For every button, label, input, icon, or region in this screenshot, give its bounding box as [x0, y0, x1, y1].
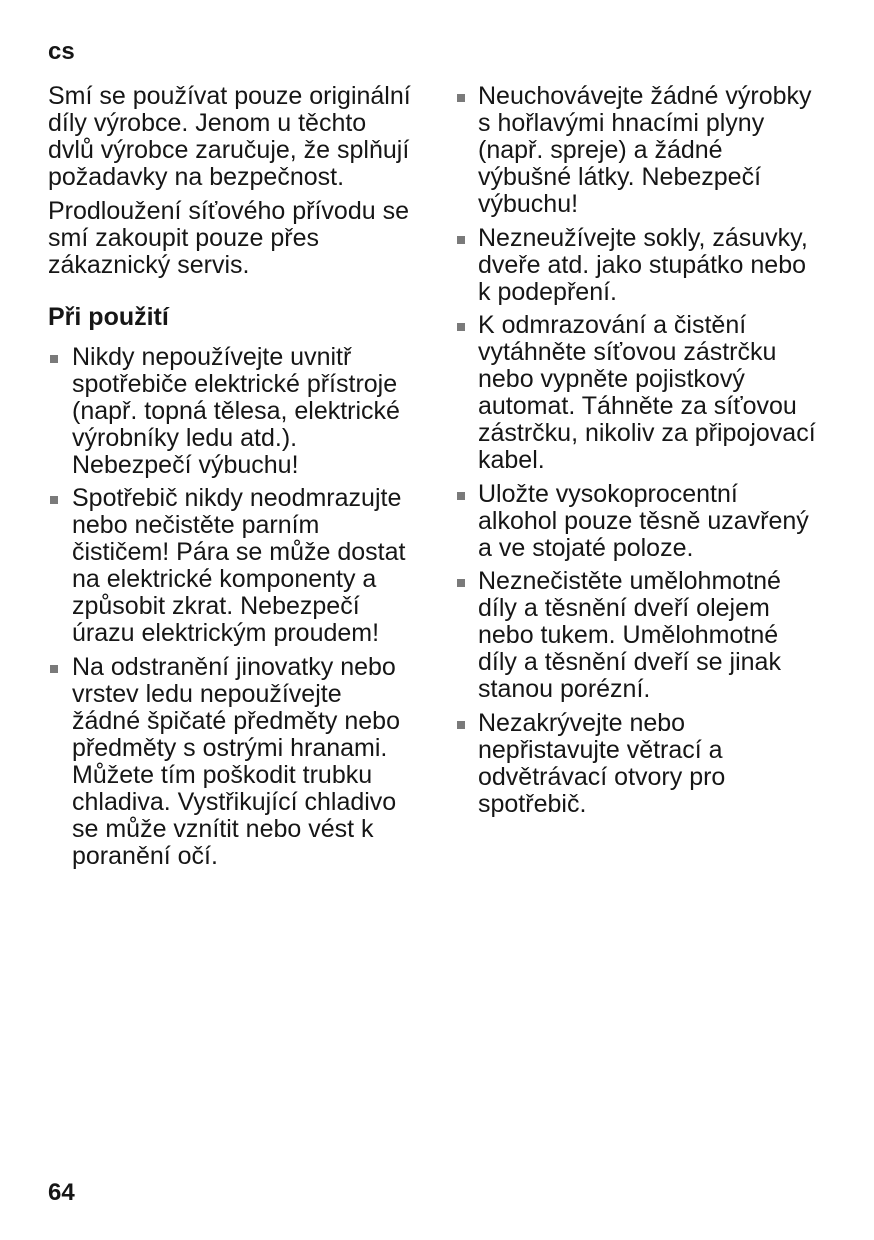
bullet-square-icon [457, 94, 465, 102]
text-line: (např. topná tělesa, elektrické [72, 396, 400, 425]
text-line: Nikdy nepoužívejte uvnitř [72, 342, 352, 371]
text-line: kabel. [478, 446, 545, 474]
text-line: způsobit zkrat. Nebezpečí [72, 592, 360, 620]
text-line: nebo tukem. Umělohmotné [478, 621, 779, 649]
text-line: Nezakrývejte nebo [478, 708, 686, 737]
text-line: chladiva. Vystřikující chladivo [72, 787, 397, 816]
text-line: Smí se používat pouze originální [48, 82, 411, 110]
text-line: a ve stojaté poloze. [478, 533, 694, 562]
bullet-square-icon [50, 355, 58, 363]
text-line: Nezneužívejte sokly, zásuvky, [478, 223, 808, 252]
bullet-square-icon [457, 579, 465, 587]
text-line: se může vznítit nebo vést k [72, 814, 374, 843]
text-line: odvětrávací otvory pro [478, 762, 726, 791]
language-code: cs [48, 38, 75, 65]
list-item [48, 654, 438, 870]
bullet-square-icon [457, 721, 465, 729]
text-line: výrobníky ledu atd.). [72, 423, 298, 452]
page-number: 64 [48, 1179, 75, 1206]
text-line: žádné špičaté předměty nebo [72, 706, 400, 735]
bullet-square-icon [50, 496, 58, 504]
text-line: k podepření. [478, 277, 617, 306]
text-line: Neuchovávejte žádné výrobky [478, 82, 812, 110]
text-line: spotřebiče elektrické přístroje [72, 369, 398, 398]
text-line: výbušné látky. Nebezpečí [478, 163, 762, 191]
text-line: stanou porézní. [478, 675, 651, 703]
text-line: automat. Táhněte za síťovou [478, 392, 797, 420]
list-item [455, 83, 860, 218]
intro-paragraph [48, 198, 438, 279]
text-line: Nebezpečí výbuchu! [72, 450, 299, 479]
text-line: Můžete tím poškodit trubku [72, 760, 373, 789]
text-line: smí zakoupit pouze přes [48, 223, 319, 252]
text-line: Prodloužení síťového přívodu se [48, 196, 409, 225]
text-line: (např. spreje) a žádné [478, 136, 723, 164]
list-item [48, 344, 438, 479]
text-line: dvlů výrobce zaručuje, že splňují [48, 136, 410, 164]
list-item [455, 481, 860, 562]
text-line: díly výrobce. Jenom u těchto [48, 109, 367, 137]
text-line: spotřebič. [478, 789, 587, 818]
left-column [48, 83, 438, 876]
text-line: předměty s ostrými hranami. [72, 733, 388, 762]
bullet-square-icon [457, 492, 465, 500]
text-line: nebo nečistěte parním [72, 511, 320, 539]
text-line: na elektrické komponenty a [72, 565, 377, 593]
text-line: požadavky na bezpečnost. [48, 163, 345, 191]
text-line: vytáhněte síťovou zástrčku [478, 338, 777, 366]
text-line: nebo vypněte pojistkový [478, 365, 745, 393]
bullet-square-icon [50, 665, 58, 673]
bullet-square-icon [457, 236, 465, 244]
text-line: zástrčku, nikoliv za připojovací [478, 419, 816, 447]
text-line: Na odstranění jinovatky nebo [72, 652, 396, 681]
list-item [455, 225, 860, 306]
text-line: Spotřebič nikdy neodmrazujte [72, 484, 402, 512]
section-heading: Při použití [48, 302, 169, 331]
list-item [455, 710, 860, 818]
text-line: alkohol pouze těsně uzavřený [478, 506, 809, 535]
text-line: K odmrazování a čistění [478, 311, 747, 339]
text-line: Neznečistěte umělohmotné [478, 567, 781, 595]
bullet-square-icon [457, 323, 465, 331]
list-item [455, 568, 860, 703]
text-line: zákaznický servis. [48, 250, 250, 279]
text-line: díly a těsnění dveří se jinak [478, 648, 781, 676]
text-line: díly a těsnění dveří olejem [478, 594, 770, 622]
text-line: čističem! Pára se může dostat [72, 538, 406, 566]
text-line: výbuchu! [478, 190, 579, 218]
text-line: Uložte vysokoprocentní [478, 479, 738, 508]
intro-paragraph [48, 83, 438, 191]
text-line: dveře atd. jako stupátko nebo [478, 250, 807, 279]
list-item [455, 312, 860, 474]
text-line: úrazu elektrickým proudem! [72, 619, 380, 647]
right-column [455, 83, 860, 824]
text-line: vrstev ledu nepoužívejte [72, 679, 342, 708]
list-item [48, 485, 438, 647]
text-line: nepřistavujte větrací a [478, 735, 723, 764]
text-line: s hořlavými hnacími plyny [478, 109, 765, 137]
text-line: poranění očí. [72, 841, 218, 870]
